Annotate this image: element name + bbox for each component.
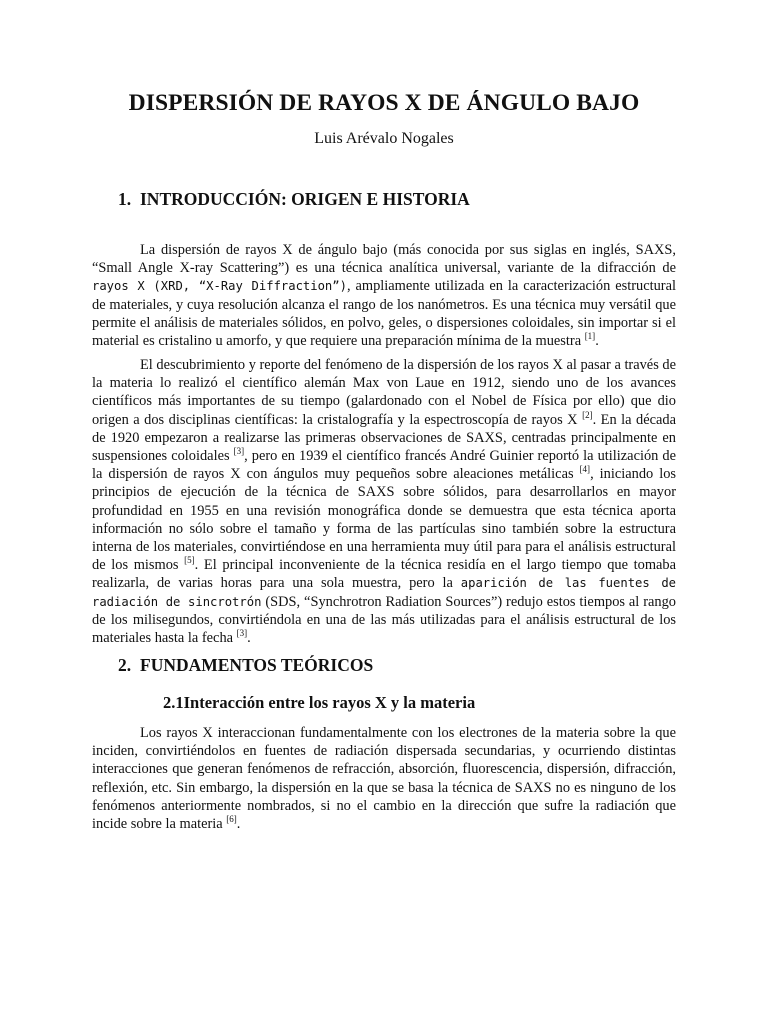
document-title: DISPERSIÓN DE RAYOS X DE ÁNGULO BAJO <box>128 90 640 116</box>
citation-ref: [2] <box>582 409 593 420</box>
subsection-2-1-heading <box>163 693 475 713</box>
text-run: , iniciando los principios de ejecución de la técnica de SAXS sobre sólidos, para desarrollarlos en mayor profundidad en 1955 en una revisión monográfica donde se demuestra que esta técnica aporta información no sólo sobre el tamaño y forma de las partículas sino también sobre la estructura interna de los materiales, convirtiéndose en una herramienta muy útil para para el análisis estructural de los mismos <box>92 466 676 574</box>
section-2-title: FUNDAMENTOS TEÓRICOS <box>140 655 374 675</box>
citation-ref: [3] <box>233 446 245 457</box>
citation-ref: [6] <box>226 814 237 825</box>
section-1-paragraph-1 <box>92 241 676 350</box>
text-run: . <box>247 630 251 647</box>
citation-ref: [5] <box>184 555 195 566</box>
text-run: Los rayos X interaccionan fundamentalmente con los electrones de la materia sobre la que inciden, convirtiéndolos en fuentes de radiación dispersada secundarias, y ocurriendo distintas interacciones que generan fenómenos de refracción, absorción, fluorescencia, dispersión, difracción, reflexión, etc. Sin embargo, la dispersión en la que se basa la técnica de SAXS no es ninguno de los fenómenos anteriormente nombrados, si no el cambio en la dirección que sufre la radiación que incide sobre la materia <box>92 725 676 833</box>
section-1-number: 1. <box>118 189 132 209</box>
text-run: . <box>595 333 599 350</box>
subsection-2-1-paragraph-1 <box>92 724 676 833</box>
text-run: . El principal inconveniente de la técnica residía en el largo tiempo que tomaba realizarla, de varias horas para una sola muestra, pero la <box>92 557 676 592</box>
text-run-mono: aparición de las fuentes de radiación de sincrotrón <box>92 576 676 609</box>
section-2-heading <box>118 655 373 676</box>
author-name: Luis Arévalo Nogales <box>314 130 454 147</box>
text-run: El descubrimiento y reporte del fenómeno de la dispersión de los rayos X al pasar a través de la materia lo realizó el científico alemán Max von Laue en 1912, siendo uno de los avances científicos más importantes de su tiempo (galardonado con el Nobel de Física por ello) que dio origen a dos disciplinas científicas: la cristalografía y la espectroscopía de rayos X <box>92 357 676 428</box>
citation-ref: [4] <box>579 464 591 475</box>
text-run-mono: rayos X (XRD, “X-Ray Diffraction”) <box>92 279 347 294</box>
section-2-number: 2. <box>118 655 132 675</box>
text-run: La dispersión de rayos X de ángulo bajo (más conocida por sus siglas en inglés, SAXS, “Small Angle X-ray Scattering”) es una técnica analítica universal, variante de la difracción de <box>92 242 676 277</box>
citation-ref: [3] <box>236 628 248 639</box>
text-run: , pero en 1939 el científico francés André Guinier reportó la utilización de la dispersión de rayos X con ángulos muy pequeños sobre aleaciones metálicas <box>92 448 676 483</box>
text-run: . <box>236 816 241 833</box>
text-run: (SDS, “Synchrotron Radiation Sources”) redujo estos tiempos al rango de los milisegundos, convirtiéndola en una de las más utilizadas para el análisis estructural de los materiales hasta la fecha <box>92 593 676 647</box>
subsection-2-1-title: Interacción entre los rayos X y la materia <box>183 693 476 712</box>
citation-ref: [1] <box>584 331 596 342</box>
section-1-paragraph-2 <box>92 356 676 647</box>
section-1-title: INTRODUCCIÓN: ORIGEN E HISTORIA <box>140 189 470 209</box>
section-1-heading <box>118 189 470 210</box>
text-run: , ampliamente utilizada en la caracterización estructural de materiales, y cuya resolución alcanza el rango de los nanómetros. Es una técnica muy versátil que permite el análisis de materiales sólidos, en polvo, geles, o dispersiones coloidales, sin importar si el material es cristalino u amorfo, y que requiere una preparación mínima de la muestra <box>92 278 676 350</box>
text-run: . En la década de 1920 empezaron a realizarse las primeras observaciones de SAXS, centradas principalmente en suspensiones coloidales <box>92 411 676 465</box>
subsection-2-1-number: 2.1 <box>163 693 184 712</box>
